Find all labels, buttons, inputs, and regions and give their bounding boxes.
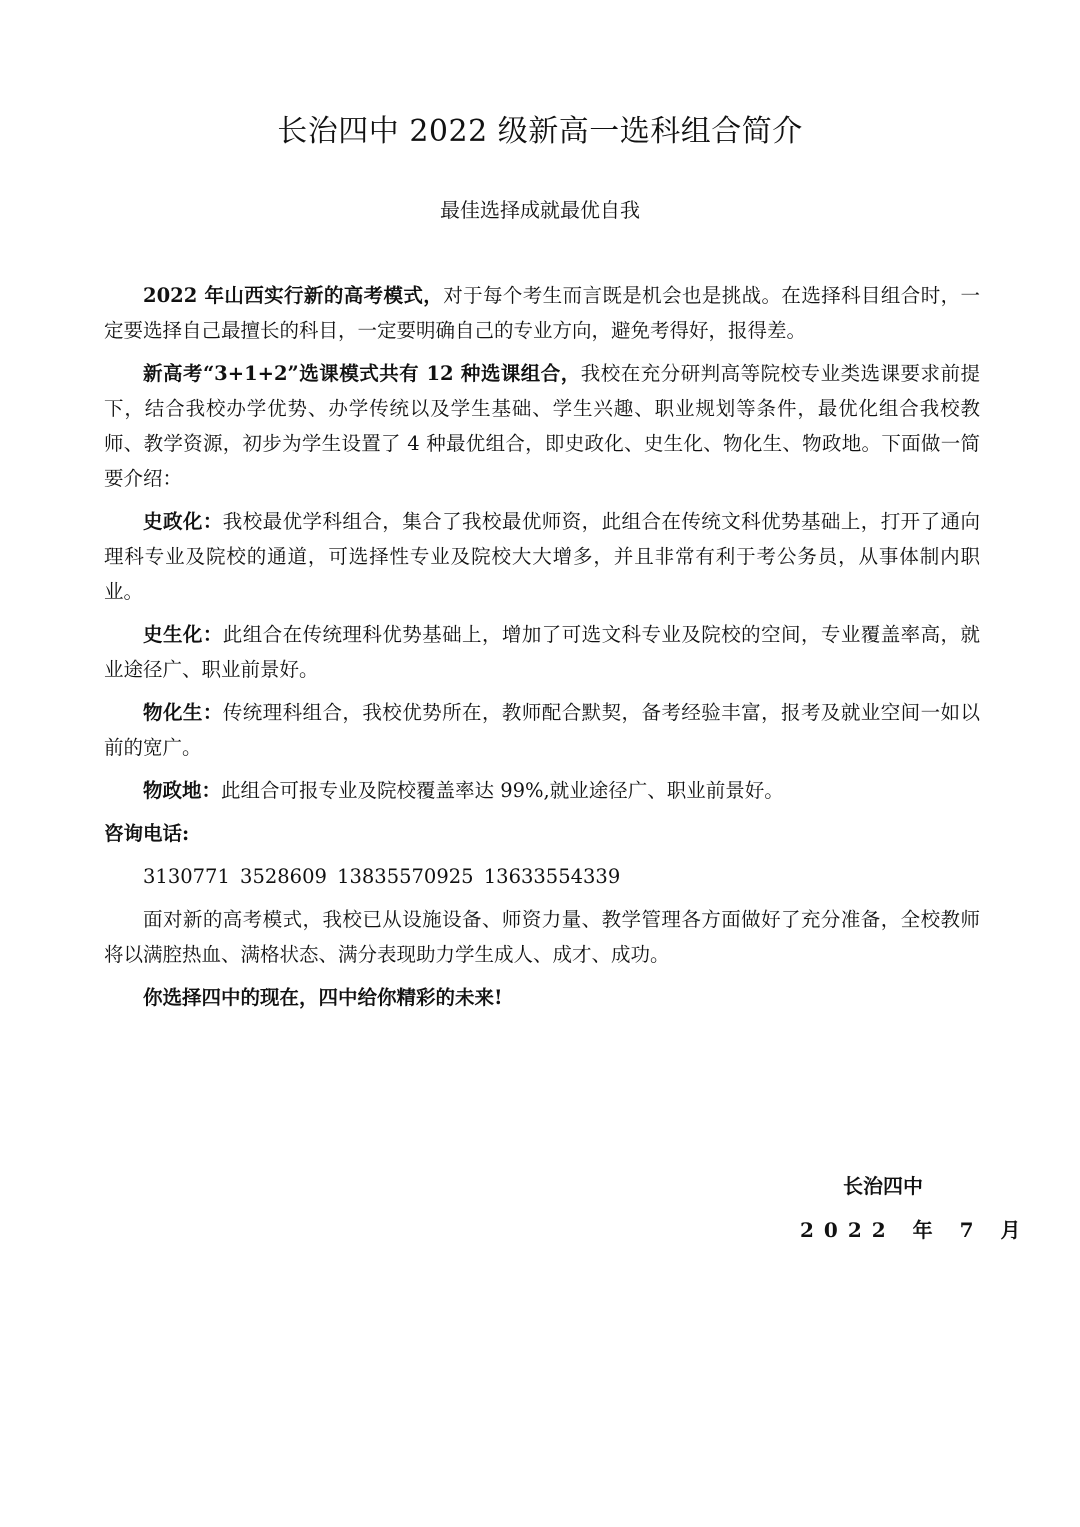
combo-paragraph xyxy=(104,773,980,808)
closing-paragraph: 面对新的高考模式，我校已从设施设备、师资力量、教学管理各方面做好了充分准备，全校教师将以满腔热血、满格状态、满分表现助力学生成人、成才、成功。 xyxy=(104,908,980,966)
combo-desc: 传统理科组合，我校优势所在，教师配合默契，备考经验丰富，报考及就业空间一如以前的宽广。 xyxy=(104,701,980,759)
contact-label: 咨询电话: xyxy=(104,822,190,845)
combo-paragraph xyxy=(104,617,980,687)
document-body xyxy=(104,278,980,1023)
page-subtitle: 最佳选择成就最优自我 xyxy=(440,198,640,222)
page-title: 长治四中 2022 级新高一选科组合简介 xyxy=(277,114,803,149)
combo-name: 史生化： xyxy=(143,623,223,646)
combo-desc: 此组合可报专业及院校覆盖率达 99%,就业途径广、职业前景好。 xyxy=(221,779,784,802)
combo-paragraph xyxy=(104,504,980,609)
combo-name: 物政地： xyxy=(143,779,222,802)
combo-desc: 我校最优学科组合，集合了我校最优师资，此组合在传统文科优势基础上，打开了通向理科专业及院校的通道，可选择性专业及院校大大增多，并且非常有利于考公务员，从事体制内职业。 xyxy=(104,510,980,603)
model-text: 我校在充分研判高等院校专业类选课要求前提下，结合我校办学优势、办学传统以及学生基础、学生兴趣、职业规划等条件，最优化组合我校教师、教学资源，初步为学生设置了 4 种最优组合，即史政化、史生化、物化生、物政地。下面做一简要介绍： xyxy=(104,362,980,490)
combo-name: 物化生： xyxy=(143,701,223,724)
combo-desc: 此组合在传统理科优势基础上，增加了可选文科专业及院校的空间，专业覆盖率高，就业途径广、职业前景好。 xyxy=(104,623,980,681)
combo-name: 史政化： xyxy=(143,510,223,533)
intro-paragraph xyxy=(104,278,980,348)
contact-phones: 3130771 3528609 13835570925 13633554339 xyxy=(143,865,621,888)
model-lead: 新高考“3+1+2”选课模式共有 12 种选课组合， xyxy=(143,362,581,385)
signature-school: 长治四中 xyxy=(843,1174,923,1198)
slogan: 你选择四中的现在，四中给你精彩的未来! xyxy=(143,986,503,1009)
intro-text: 对于每个考生而言既是机会也是挑战。在选择科目组合时，一定要选择自己最擅长的科目，一定要明确自己的专业方向，避免考得好，报得差。 xyxy=(104,284,980,342)
model-paragraph xyxy=(104,356,980,496)
intro-lead: 2022 年山西实行新的高考模式， xyxy=(143,284,444,307)
combo-paragraph xyxy=(104,695,980,765)
signature-date: 2022 年 7 月 xyxy=(800,1218,1031,1242)
